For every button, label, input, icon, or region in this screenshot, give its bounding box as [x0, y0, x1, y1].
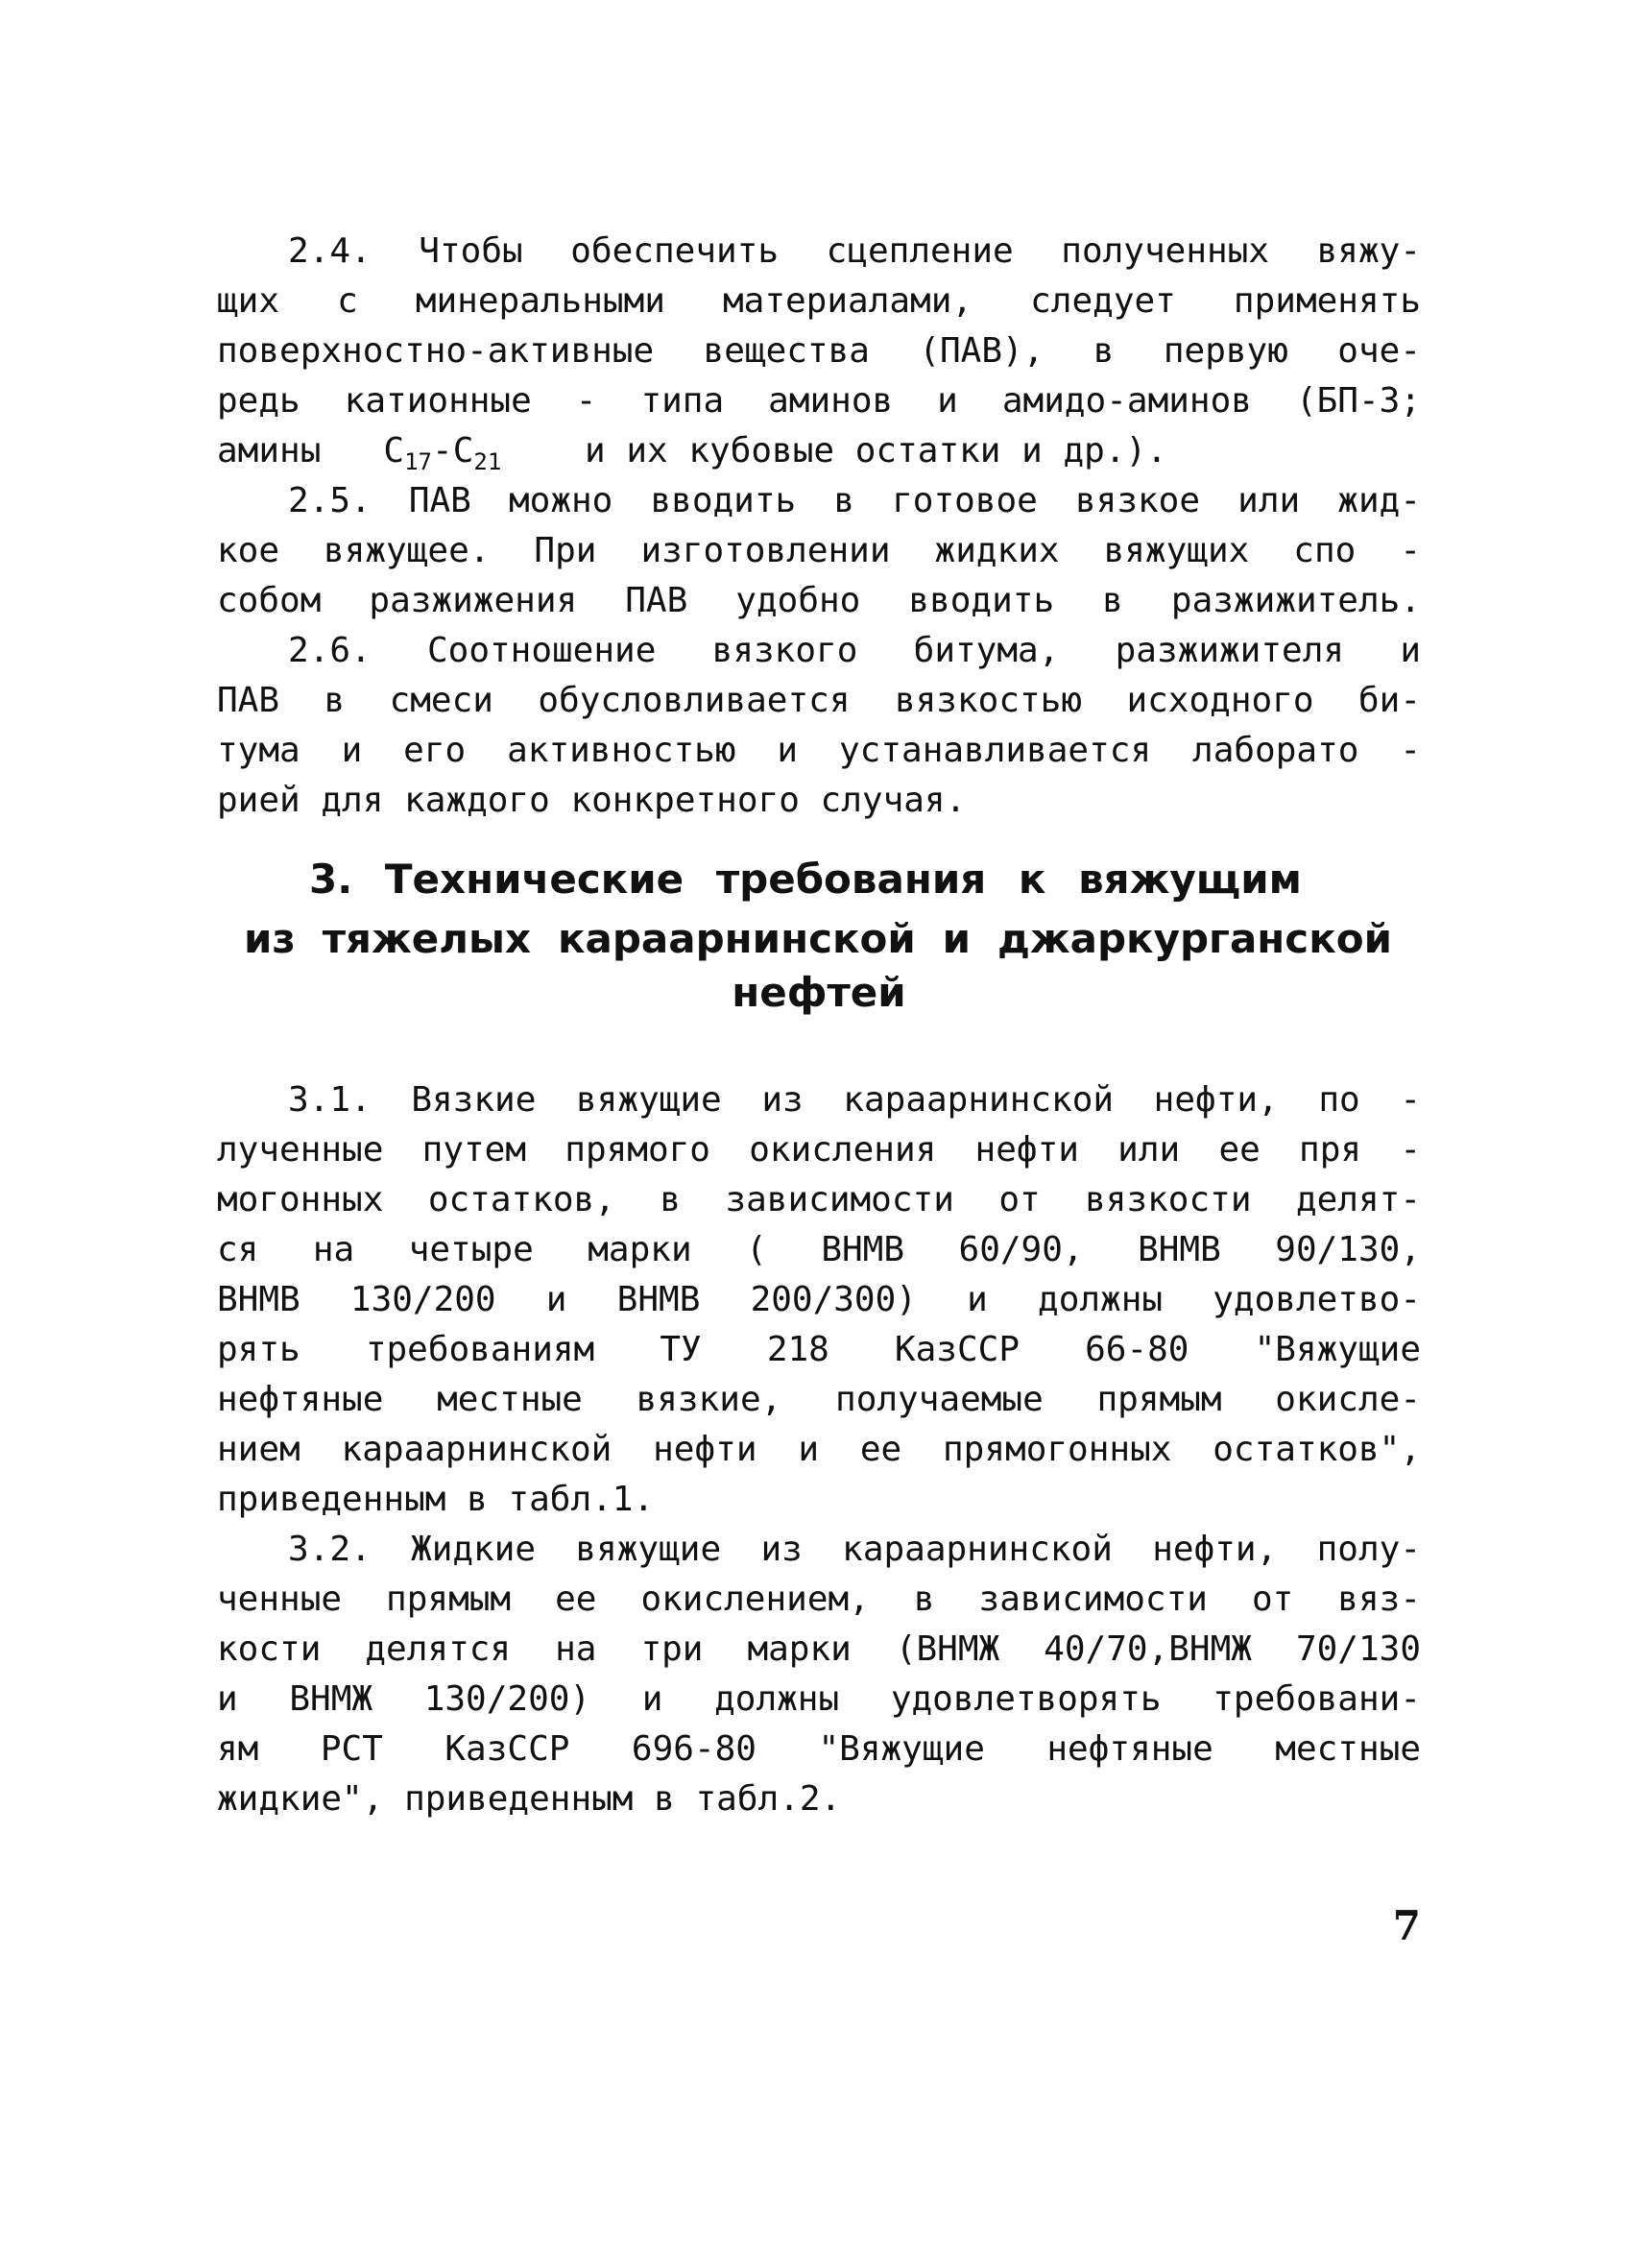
- text-fragment: амины: [217, 431, 322, 470]
- text-line: ВНМВ 130/200 и ВНМВ 200/300) и должны удовлетво-: [217, 1280, 1421, 1319]
- formula-c17: [383, 431, 432, 475]
- formula-dash: -: [432, 431, 453, 470]
- text-line: и ВНМЖ 130/200) и должны удовлетворять требовани-: [217, 1679, 1421, 1719]
- text-line: 3.1. Вязкие вяжущие из караарнинской нефти, по -: [288, 1080, 1421, 1120]
- text-line: приведенным в табл.1.: [217, 1480, 655, 1519]
- text-line: ям РСТ КазССР 696-80 "Вяжущие нефтяные местные: [217, 1729, 1421, 1769]
- formula-subscript: 21: [473, 448, 502, 475]
- text-line: щих с минеральными материалами, следует применять: [217, 281, 1421, 321]
- text-line: нефтяные местные вязкие, получаемые прямым окисле-: [217, 1380, 1421, 1419]
- text-line: редь катионные - типа аминов и амидо-аминов (БП-3;: [217, 381, 1421, 421]
- heading-line: 3. Технические требования к вяжущим: [309, 856, 1302, 903]
- text-fragment: и их кубовые остатки и др.).: [584, 431, 1167, 470]
- text-line: кое вяжущее. При изготовлении жидких вяжущих спо -: [217, 531, 1421, 570]
- text-line: рять требованиям ТУ 218 КазССР 66-80 "Вяжущие: [217, 1330, 1421, 1369]
- formula-letter: C: [383, 431, 405, 470]
- text-line: 3.2. Жидкие вяжущие из караарнинской нефти, полу-: [288, 1530, 1421, 1569]
- text-line: ся на четыре марки ( ВНМВ 60/90, ВНМВ 90/130,: [217, 1230, 1421, 1269]
- heading-line: нефтей: [732, 969, 906, 1016]
- text-line: 2.6. Соотношение вязкого битума, разжижителя и: [288, 631, 1421, 670]
- page-number: 7: [1392, 1902, 1421, 1949]
- text-line-formula: [217, 428, 1421, 474]
- text-line: лученные путем прямого окисления нефти или ее пря -: [217, 1130, 1421, 1170]
- text-line: рией для каждого конкретного случая.: [217, 781, 967, 820]
- formula-c21: [452, 431, 502, 475]
- formula-letter: C: [452, 431, 474, 470]
- text-line: 2.4. Чтобы обеспечить сцепление полученных вяжу-: [288, 231, 1421, 271]
- heading-line: из тяжелых караарнинской и джаркурганской: [244, 915, 1392, 962]
- text-line: жидкие", приведенным в табл.2.: [217, 1779, 842, 1819]
- text-line: собом разжижения ПАВ удобно вводить в разжижитель.: [217, 581, 1421, 620]
- text-line: нием караарнинской нефти и ее прямогонных остатков",: [217, 1430, 1421, 1469]
- text-line: ПАВ в смеси обусловливается вязкостью исходного би-: [217, 681, 1421, 720]
- formula-subscript: 17: [404, 448, 432, 475]
- text-line: 2.5. ПАВ можно вводить в готовое вязкое или жид-: [288, 481, 1421, 520]
- text-line: тума и его активностью и устанавливается лаборато -: [217, 731, 1421, 770]
- text-line: ченные прямым ее окислением, в зависимости от вяз-: [217, 1580, 1421, 1619]
- text-line: поверхностно-активные вещества (ПАВ), в первую оче-: [217, 331, 1421, 371]
- text-line: кости делятся на три марки (ВНМЖ 40/70,ВНМЖ 70/130: [217, 1629, 1421, 1669]
- text-line: могонных остатков, в зависимости от вязкости делят-: [217, 1180, 1421, 1219]
